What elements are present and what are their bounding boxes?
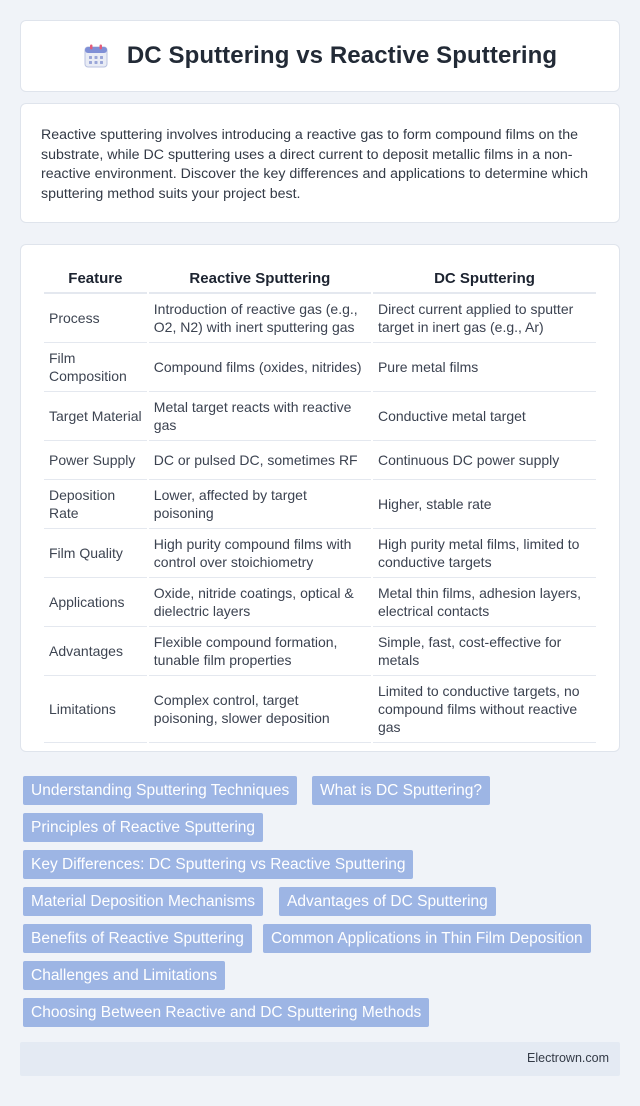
reactive-cell: DC or pulsed DC, sometimes RF	[149, 441, 371, 480]
feature-cell: Advantages	[44, 627, 147, 676]
dc-cell: Simple, fast, cost-effective for metals	[373, 627, 596, 676]
column-header: DC Sputtering	[373, 264, 596, 294]
feature-cell: Power Supply	[44, 441, 147, 480]
table-row	[44, 441, 596, 480]
comparison-card	[20, 244, 620, 752]
feature-cell: Limitations	[44, 676, 147, 743]
table-row	[44, 294, 596, 343]
topic-link[interactable]: What is DC Sputtering?	[312, 776, 490, 805]
dc-cell: Higher, stable rate	[373, 480, 596, 529]
topic-link[interactable]: Common Applications in Thin Film Deposition	[263, 924, 591, 953]
intro-card	[20, 103, 620, 223]
reactive-cell: Oxide, nitride coatings, optical & dielectric layers	[149, 578, 371, 627]
reactive-cell: Complex control, target poisoning, slower deposition	[149, 676, 371, 743]
table-header-row	[44, 264, 596, 294]
dc-cell: Pure metal films	[373, 343, 596, 392]
dc-cell: Metal thin films, adhesion layers, electrical contacts	[373, 578, 596, 627]
dc-cell: Direct current applied to sputter target in inert gas (e.g., Ar)	[373, 294, 596, 343]
page-header	[20, 20, 620, 92]
table-row	[44, 676, 596, 743]
feature-cell: Applications	[44, 578, 147, 627]
topic-link[interactable]: Principles of Reactive Sputtering	[23, 813, 263, 842]
feature-cell: Film Quality	[44, 529, 147, 578]
comparison-table	[42, 264, 598, 743]
dc-cell: Conductive metal target	[373, 392, 596, 441]
feature-cell: Film Composition	[44, 343, 147, 392]
table-row	[44, 578, 596, 627]
dc-cell: High purity metal films, limited to conductive targets	[373, 529, 596, 578]
intro-text: Reactive sputtering involves introducing a reactive gas to form compound films on the substrate, while DC sputtering uses a direct current to deposit metallic films in a non-reactive environment. Discover the key differences and applications to determine which sputtering method suits your project best.	[41, 127, 589, 202]
footer	[20, 1042, 620, 1076]
column-header: Reactive Sputtering	[149, 264, 371, 294]
calendar-icon	[83, 43, 109, 69]
reactive-cell: Introduction of reactive gas (e.g., O2, N2) with inert sputtering gas	[149, 294, 371, 343]
reactive-cell: Compound films (oxides, nitrides)	[149, 343, 371, 392]
table-row	[44, 480, 596, 529]
footer-brand: Electrown.com	[527, 1051, 609, 1065]
page-title: DC Sputtering vs Reactive Sputtering	[126, 42, 558, 69]
topic-link[interactable]: Material Deposition Mechanisms	[23, 887, 263, 916]
column-header: Feature	[44, 264, 147, 294]
topic-link[interactable]: Advantages of DC Sputtering	[279, 887, 496, 916]
topic-link[interactable]: Benefits of Reactive Sputtering	[23, 924, 252, 953]
dc-cell: Continuous DC power supply	[373, 441, 596, 480]
topic-link[interactable]: Choosing Between Reactive and DC Sputtering Methods	[23, 998, 429, 1027]
feature-cell: Deposition Rate	[44, 480, 147, 529]
topic-link[interactable]: Understanding Sputtering Techniques	[23, 776, 297, 805]
dc-cell: Limited to conductive targets, no compound films without reactive gas	[373, 676, 596, 743]
reactive-cell: Flexible compound formation, tunable film properties	[149, 627, 371, 676]
reactive-cell: Lower, affected by target poisoning	[149, 480, 371, 529]
topic-link[interactable]: Challenges and Limitations	[23, 961, 225, 990]
feature-cell: Target Material	[44, 392, 147, 441]
table-row	[44, 627, 596, 676]
table-row	[44, 392, 596, 441]
table-row	[44, 529, 596, 578]
reactive-cell: High purity compound films with control over stoichiometry	[149, 529, 371, 578]
table-row	[44, 343, 596, 392]
feature-cell: Process	[44, 294, 147, 343]
topic-link[interactable]: Key Differences: DC Sputtering vs Reactive Sputtering	[23, 850, 413, 879]
reactive-cell: Metal target reacts with reactive gas	[149, 392, 371, 441]
